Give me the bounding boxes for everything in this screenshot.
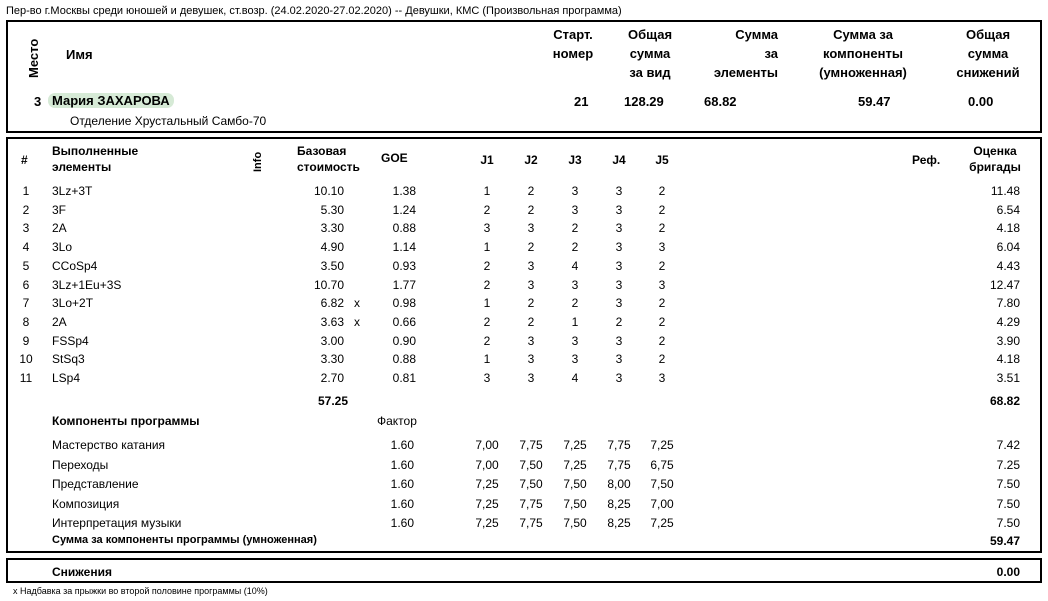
element-name: FSSp4 <box>52 334 89 348</box>
info-header: Info <box>252 151 264 172</box>
component-row <box>0 514 1048 533</box>
skater-total-deductions: 0.00 <box>968 94 994 109</box>
element-name: CCoSp4 <box>52 259 98 273</box>
components-total-score: 59.47 <box>989 534 1020 548</box>
element-base-value: 3.00 <box>320 334 344 348</box>
element-judge-4: 3 <box>615 240 623 254</box>
component-judge-3: 7,50 <box>563 516 587 530</box>
component-judge-2: 7,50 <box>519 477 543 491</box>
element-name: 2A <box>52 315 67 329</box>
element-judge-4: 3 <box>615 278 623 292</box>
element-goe: 1.77 <box>392 278 416 292</box>
element-number: 11 <box>19 371 33 385</box>
elements-base-total: 57.25 <box>317 394 348 408</box>
element-goe: 1.24 <box>392 203 416 217</box>
element-goe: 0.93 <box>392 259 416 273</box>
element-number: 1 <box>22 184 30 198</box>
element-judge-5: 2 <box>658 315 666 329</box>
element-judge-5: 3 <box>658 278 666 292</box>
element-name: LSp4 <box>52 371 81 385</box>
component-name: Интерпретация музыки <box>52 516 182 530</box>
element-judge-5: 2 <box>658 221 666 235</box>
element-judge-2: 3 <box>527 334 535 348</box>
element-goe: 0.90 <box>392 334 416 348</box>
element-base-value: 3.30 <box>320 352 344 366</box>
skater-total-segment-score: 128.29 <box>624 94 664 109</box>
element-judge-5: 2 <box>658 203 666 217</box>
element-goe: 1.38 <box>392 184 416 198</box>
component-name: Переходы <box>52 458 109 472</box>
total-segment-header: Общая сумма за вид <box>627 27 673 80</box>
panel-score-header: Оценка бригады <box>969 144 1021 174</box>
component-judge-1: 7,25 <box>475 477 499 491</box>
component-judge-1: 7,00 <box>475 458 499 472</box>
component-score: 7.25 <box>996 458 1020 472</box>
component-judge-3: 7,25 <box>563 458 587 472</box>
element-panel-score: 3.90 <box>996 334 1020 348</box>
element-row <box>0 332 1048 351</box>
component-judge-1: 7,25 <box>475 497 499 511</box>
skater-name <box>48 93 174 108</box>
element-judge-4: 2 <box>615 315 623 329</box>
name-header: Имя <box>66 47 93 62</box>
element-judge-4: 3 <box>615 184 623 198</box>
element-row <box>0 257 1048 276</box>
component-score: 7.50 <box>996 497 1020 511</box>
element-judge-3: 2 <box>571 240 579 254</box>
element-judge-1: 1 <box>483 296 491 310</box>
element-goe: 0.66 <box>392 315 416 329</box>
skater-start-number: 21 <box>574 94 589 109</box>
component-row <box>0 495 1048 514</box>
component-row <box>0 456 1048 475</box>
element-base-value: 10.10 <box>313 184 344 198</box>
element-name: 3Lo+2T <box>52 296 94 310</box>
element-row <box>0 201 1048 220</box>
element-name: 2A <box>52 221 67 235</box>
element-panel-score: 11.48 <box>990 184 1020 198</box>
element-judge-3: 3 <box>571 203 579 217</box>
element-judge-1: 3 <box>483 371 491 385</box>
element-judge-5: 3 <box>658 240 666 254</box>
skater-total-element-score: 68.82 <box>704 94 737 109</box>
judge-4-header: J4 <box>612 153 626 167</box>
component-judge-2: 7,75 <box>519 438 543 452</box>
element-number: 5 <box>22 259 30 273</box>
element-judge-4: 3 <box>615 259 623 273</box>
element-judge-5: 2 <box>658 184 666 198</box>
element-row <box>0 238 1048 257</box>
element-judge-3: 3 <box>571 352 579 366</box>
component-judge-5: 6,75 <box>650 458 674 472</box>
component-judge-4: 7,75 <box>607 438 631 452</box>
element-judge-1: 2 <box>483 203 491 217</box>
element-panel-score: 4.18 <box>996 221 1020 235</box>
element-judge-2: 2 <box>527 240 535 254</box>
element-number: 3 <box>22 221 30 235</box>
component-judge-2: 7,75 <box>519 497 543 511</box>
component-judge-5: 7,25 <box>650 438 674 452</box>
element-row <box>0 219 1048 238</box>
element-number: 10 <box>19 352 33 366</box>
element-base-value: 4.90 <box>320 240 344 254</box>
element-name: 3F <box>52 203 67 217</box>
component-judge-5: 7,00 <box>650 497 674 511</box>
component-score: 7.42 <box>996 438 1020 452</box>
place-header: Место <box>26 38 41 78</box>
component-judge-3: 7,50 <box>563 477 587 491</box>
element-judge-5: 2 <box>658 259 666 273</box>
element-judge-3: 3 <box>571 184 579 198</box>
skater-place: 3 <box>34 94 42 109</box>
element-panel-score: 7.80 <box>996 296 1020 310</box>
element-judge-2: 3 <box>527 278 535 292</box>
element-judge-4: 3 <box>615 334 623 348</box>
component-judge-2: 7,50 <box>519 458 543 472</box>
element-judge-3: 2 <box>571 296 579 310</box>
element-judge-3: 3 <box>571 278 579 292</box>
element-judge-3: 4 <box>571 371 579 385</box>
event-title: Пер-во г.Москвы среди юношей и девушек, ст.возр. (24.02.2020-27.02.2020) -- Девушки, КМС (Произвольная программа) <box>6 5 622 17</box>
element-judge-1: 2 <box>483 259 491 273</box>
element-judge-1: 2 <box>483 278 491 292</box>
base-value-header: Базовая стоимость <box>297 144 360 174</box>
element-panel-score: 4.18 <box>996 352 1020 366</box>
skater-club: Отделение Хрустальный Самбо-70 <box>70 114 267 128</box>
element-goe: 0.98 <box>392 296 416 310</box>
element-judge-3: 1 <box>571 315 579 329</box>
deductions-label: Снижения <box>52 565 112 579</box>
component-judge-4: 8,25 <box>607 497 631 511</box>
element-judge-1: 1 <box>483 184 491 198</box>
element-row <box>0 350 1048 369</box>
component-factor: 1.60 <box>390 516 414 530</box>
factor-header: Фактор <box>377 414 417 428</box>
component-judge-5: 7,25 <box>650 516 674 530</box>
element-base-value: 3.63 <box>320 315 344 329</box>
element-judge-2: 3 <box>527 371 535 385</box>
element-name: 3Lz+3T <box>52 184 93 198</box>
element-panel-score: 6.04 <box>996 240 1020 254</box>
element-panel-score: 12.47 <box>989 278 1020 292</box>
element-judge-4: 3 <box>615 352 623 366</box>
skater-total-components-score: 59.47 <box>858 94 891 109</box>
executed-elements-header: Выполненные элементы <box>52 144 139 174</box>
element-row <box>0 313 1048 332</box>
element-base-value: 5.30 <box>320 203 344 217</box>
element-judge-5: 2 <box>658 296 666 310</box>
element-base-value: 3.50 <box>320 259 344 273</box>
element-panel-score: 4.29 <box>996 315 1020 329</box>
element-row <box>0 369 1048 388</box>
element-name: 3Lz+1Eu+3S <box>52 278 122 292</box>
component-judge-3: 7,50 <box>563 497 587 511</box>
element-panel-score: 4.43 <box>996 259 1020 273</box>
element-judge-1: 1 <box>483 352 491 366</box>
judge-3-header: J3 <box>568 153 582 167</box>
component-judge-4: 8,00 <box>607 477 631 491</box>
component-judge-1: 7,00 <box>475 438 499 452</box>
footnote: x Надбавка за прыжки во второй половине программы (10%) <box>13 586 268 596</box>
element-base-value: 3.30 <box>320 221 344 235</box>
element-judge-2: 3 <box>527 352 535 366</box>
element-judge-4: 3 <box>615 296 623 310</box>
component-factor: 1.60 <box>390 458 414 472</box>
judge-2-header: J2 <box>524 153 538 167</box>
element-judge-2: 2 <box>527 296 535 310</box>
element-bonus-mark: x <box>354 296 360 310</box>
element-judge-2: 2 <box>527 184 535 198</box>
element-judge-2: 2 <box>527 203 535 217</box>
element-number: 7 <box>22 296 30 310</box>
component-judge-4: 7,75 <box>607 458 631 472</box>
element-judge-1: 2 <box>483 315 491 329</box>
judge-1-header: J1 <box>480 153 494 167</box>
element-judge-4: 3 <box>615 203 623 217</box>
elements-score-total: 68.82 <box>989 394 1020 408</box>
element-goe: 0.88 <box>392 352 416 366</box>
element-judge-1: 2 <box>483 334 491 348</box>
element-judge-2: 3 <box>527 221 535 235</box>
component-score: 7.50 <box>996 516 1020 530</box>
deductions-score: 0.00 <box>996 565 1020 579</box>
goe-header: GOE <box>381 151 408 165</box>
element-goe: 0.81 <box>392 371 416 385</box>
element-judge-3: 2 <box>571 221 579 235</box>
components-header: Компоненты программы <box>52 414 200 428</box>
element-name: StSq3 <box>52 352 85 366</box>
start-number-header: Старт. номер <box>552 27 594 61</box>
component-name: Представление <box>52 477 139 491</box>
element-goe: 1.14 <box>392 240 416 254</box>
element-bonus-mark: x <box>354 315 360 329</box>
element-judge-2: 3 <box>527 259 535 273</box>
element-panel-score: 6.54 <box>996 203 1020 217</box>
component-factor: 1.60 <box>390 438 414 452</box>
element-number: 4 <box>22 240 30 254</box>
deductions-sum-header: Общая сумма снижений <box>956 27 1020 80</box>
element-judge-5: 2 <box>658 352 666 366</box>
element-base-value: 2.70 <box>320 371 344 385</box>
ref-header: Реф. <box>912 153 941 167</box>
skater-name-text: Мария ЗАХАРОВА <box>48 93 174 108</box>
num-header: # <box>21 153 28 167</box>
components-total-label: Сумма за компоненты программы (умноженная) <box>52 534 317 546</box>
deductions-box <box>6 558 1042 583</box>
components-sum-header: Сумма за компоненты (умноженная) <box>819 27 907 80</box>
component-factor: 1.60 <box>390 477 414 491</box>
element-panel-score: 3.51 <box>996 371 1020 385</box>
component-row <box>0 436 1048 455</box>
element-judge-2: 2 <box>527 315 535 329</box>
element-row <box>0 294 1048 313</box>
element-judge-5: 3 <box>658 371 666 385</box>
component-judge-3: 7,25 <box>563 438 587 452</box>
element-number: 8 <box>22 315 30 329</box>
component-judge-5: 7,50 <box>650 477 674 491</box>
element-judge-3: 4 <box>571 259 579 273</box>
element-number: 9 <box>22 334 30 348</box>
skater-summary-box <box>6 20 1042 133</box>
element-judge-4: 3 <box>615 221 623 235</box>
element-judge-3: 3 <box>571 334 579 348</box>
component-judge-2: 7,75 <box>519 516 543 530</box>
component-score: 7.50 <box>996 477 1020 491</box>
element-judge-1: 3 <box>483 221 491 235</box>
judge-5-header: J5 <box>655 153 669 167</box>
element-number: 6 <box>22 278 30 292</box>
element-judge-5: 2 <box>658 334 666 348</box>
element-row <box>0 276 1048 295</box>
component-factor: 1.60 <box>390 497 414 511</box>
element-base-value: 6.82 <box>320 296 344 310</box>
element-number: 2 <box>22 203 30 217</box>
element-judge-4: 3 <box>615 371 623 385</box>
component-name: Мастерство катания <box>52 438 166 452</box>
element-name: 3Lo <box>52 240 73 254</box>
component-row <box>0 475 1048 494</box>
element-judge-1: 1 <box>483 240 491 254</box>
component-judge-1: 7,25 <box>475 516 499 530</box>
element-row <box>0 182 1048 201</box>
element-base-value: 10.70 <box>313 278 344 292</box>
element-goe: 0.88 <box>392 221 416 235</box>
elements-sum-header: Сумма за элементы <box>713 27 778 80</box>
component-name: Композиция <box>52 497 120 511</box>
component-judge-4: 8,25 <box>607 516 631 530</box>
